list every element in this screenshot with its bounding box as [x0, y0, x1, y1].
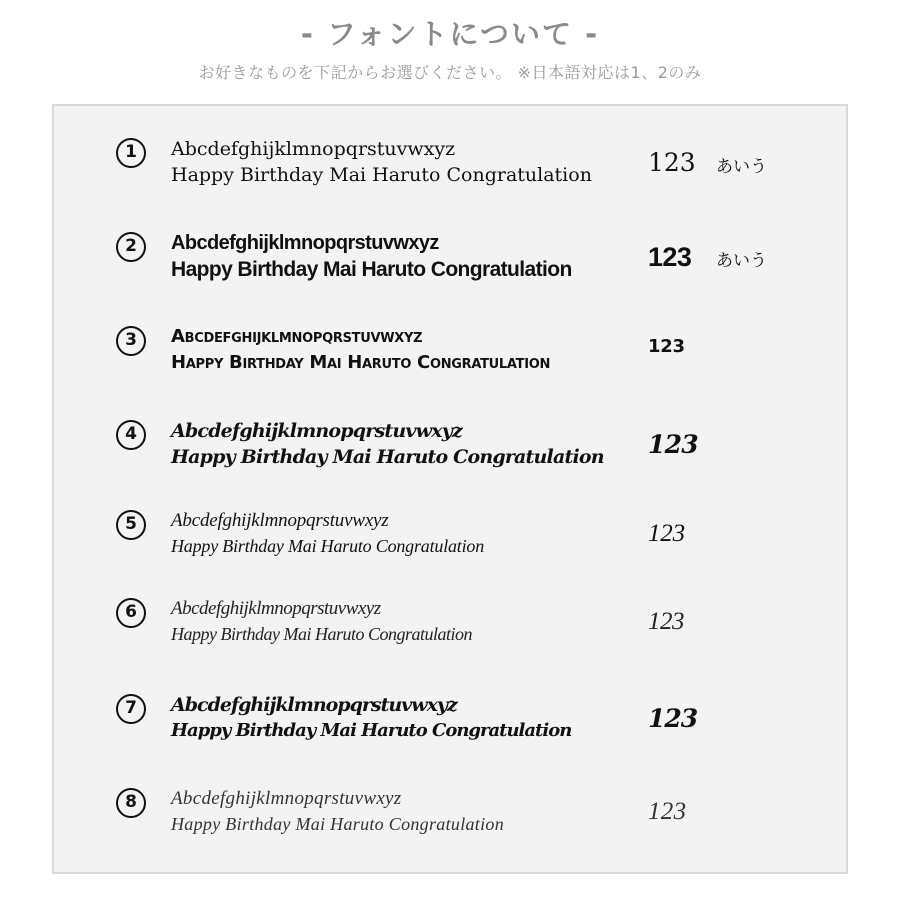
font-option-2	[54, 230, 850, 300]
font-phrase-sample: Happy Birthday Mai Haruto Congratulation	[171, 258, 572, 281]
font-phrase-sample: Happy Birthday Mai Haruto Congratulation	[171, 446, 604, 468]
font-digits-sample: 123	[648, 798, 687, 825]
font-alphabet-sample: Abcdefghijklmnopqrstuvwxyz	[171, 510, 389, 531]
font-digits-sample: 123	[648, 608, 684, 635]
font-phrase-sample: Happy Birthday Mai Haruto Congratulation	[171, 814, 504, 834]
font-option-1	[54, 136, 850, 206]
font-number-badge: 6	[116, 598, 146, 628]
font-phrase-sample: Happy Birthday Mai Haruto Congratulation	[171, 536, 484, 556]
font-digits-sample: 123	[648, 704, 698, 733]
font-phrase-sample: Happy Birthday Mai Haruto Congratulation	[171, 352, 551, 373]
page-subtitle: お好きなものを下記からお選びください。 ※日本語対応は1、2のみ	[198, 63, 702, 82]
font-phrase-sample: Happy Birthday Mai Haruto Congratulation	[171, 720, 572, 741]
font-alphabet-sample: Abcdefghijklmnopqrstuvwxyz	[171, 694, 457, 716]
font-option-5	[54, 508, 850, 578]
font-kana-sample: あいう	[716, 251, 767, 271]
font-option-7	[54, 692, 850, 762]
font-alphabet-sample: Abcdefghijklmnopqrstuvwxyz	[171, 326, 423, 347]
font-list-panel	[52, 104, 848, 874]
font-number-badge: 8	[116, 788, 146, 818]
font-option-4	[54, 418, 850, 488]
font-option-8	[54, 786, 850, 856]
font-digits-sample: 123	[648, 242, 692, 272]
font-number-badge: 2	[116, 232, 146, 262]
font-option-6	[54, 596, 850, 666]
font-digits-sample: 123	[648, 336, 685, 357]
font-phrase-sample: Happy Birthday Mai Haruto Congratulation	[171, 624, 472, 644]
font-number-badge: 1	[116, 138, 146, 168]
font-number-badge: 4	[116, 420, 146, 450]
font-alphabet-sample: Abcdefghijklmnopqrstuvwxyz	[171, 788, 402, 809]
font-digits-sample: 123	[648, 430, 698, 459]
font-alphabet-sample: Abcdefghijklmnopqrstuvwxyz	[171, 598, 381, 619]
font-digits-sample: 123	[648, 520, 685, 547]
font-option-3	[54, 324, 850, 394]
font-number-badge: 7	[116, 694, 146, 724]
font-number-badge: 5	[116, 510, 146, 540]
font-alphabet-sample: Abcdefghijklmnopqrstuvwxyz	[171, 138, 456, 160]
font-digits-sample: 123	[648, 148, 696, 177]
font-kana-sample: あいう	[716, 157, 767, 177]
page-title: - フォントについて -	[300, 17, 600, 51]
font-alphabet-sample: Abcdefghijklmnopqrstuvwxyz	[171, 420, 462, 442]
font-phrase-sample: Happy Birthday Mai Haruto Congratulation	[171, 164, 592, 186]
font-number-badge: 3	[116, 326, 146, 356]
font-alphabet-sample: Abcdefghijklmnopqrstuvwxyz	[171, 232, 439, 254]
